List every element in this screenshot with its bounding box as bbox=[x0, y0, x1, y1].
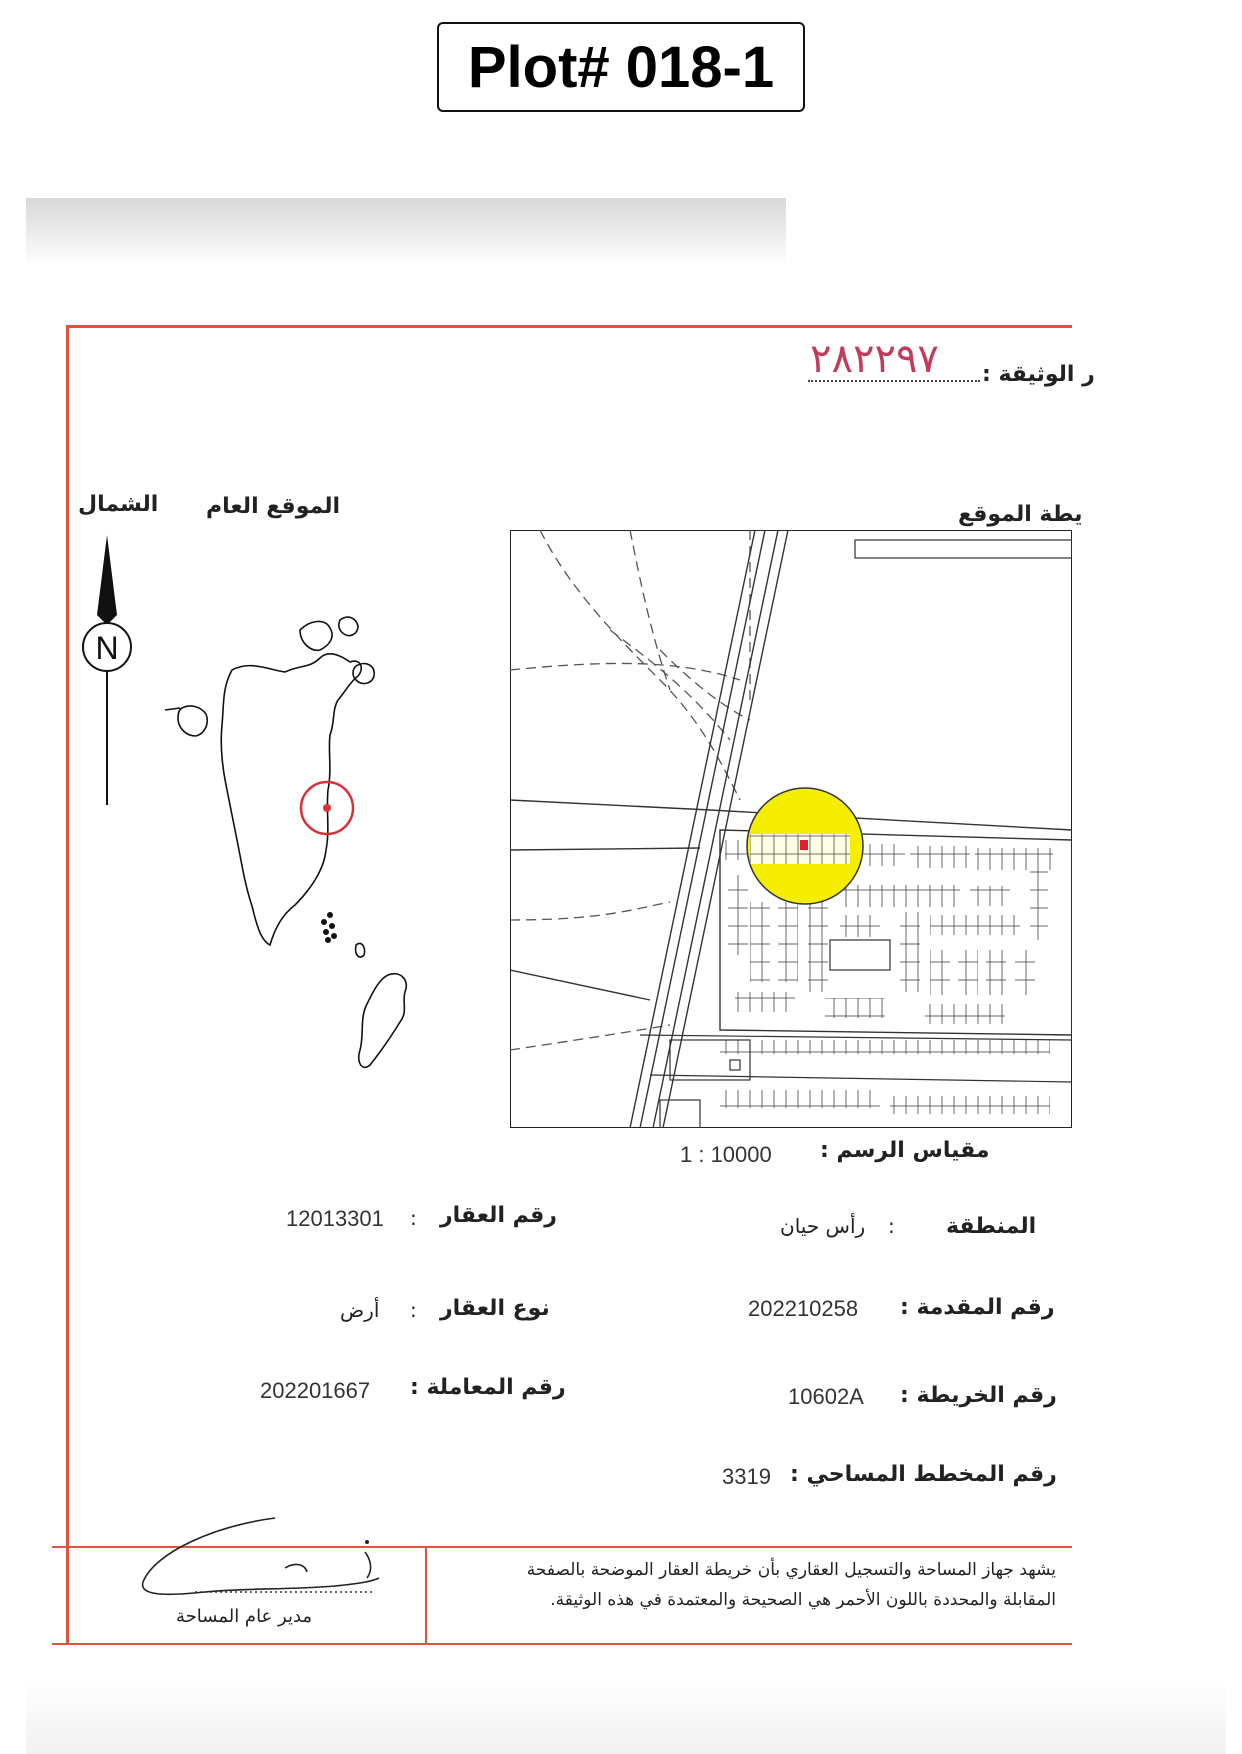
footer-divider bbox=[425, 1546, 427, 1645]
property-number-value: 12013301 bbox=[286, 1206, 384, 1231]
document-number-handwritten: ٢٨٢٢٩٧ bbox=[810, 336, 939, 382]
general-location-label: الموقع العام bbox=[206, 494, 341, 519]
site-map-title: يطة الموقع bbox=[958, 502, 1083, 527]
property-number-sep: : bbox=[410, 1206, 417, 1230]
scale-value: 1 : 10000 bbox=[680, 1142, 772, 1167]
map-number-label: رقم الخريطة : bbox=[900, 1383, 1057, 1408]
region-sep: : bbox=[888, 1214, 895, 1238]
signatory-title: مدير عام المساحة bbox=[176, 1606, 313, 1627]
plot-title: Plot# 018-1 bbox=[437, 22, 805, 112]
frame-left-line bbox=[66, 325, 69, 1645]
scan-shadow-bar bbox=[26, 198, 786, 266]
document-number-label: ر الوثيقة : bbox=[982, 362, 1095, 387]
scan-bottom-strip bbox=[26, 1680, 1226, 1754]
survey-plan-value: 3319 bbox=[722, 1464, 771, 1489]
north-arrow-icon bbox=[74, 535, 140, 805]
compass-letter: N bbox=[95, 630, 119, 666]
signature-icon bbox=[135, 1512, 385, 1602]
bahrain-overview-map bbox=[160, 610, 460, 1090]
plot-marker bbox=[800, 840, 808, 850]
site-map bbox=[510, 530, 1072, 1128]
map-number-value: 10602A bbox=[788, 1384, 864, 1409]
property-type-value: أرض bbox=[340, 1298, 380, 1322]
survey-plan-label: رقم المخطط المساحي : bbox=[790, 1462, 1057, 1487]
frame-top-line bbox=[66, 325, 1072, 328]
region-value: رأس حيان bbox=[780, 1214, 866, 1238]
certification-line-2: المقابلة والمحددة باللون الأحمر هي الصحيحة والمعتمدة في هذه الوثيقة. bbox=[550, 1590, 1056, 1610]
certification-line-1: يشهد جهاز المساحة والتسجيل العقاري بأن خريطة العقار الموضحة بالصفحة bbox=[526, 1560, 1056, 1580]
preface-number-value: 202210258 bbox=[748, 1296, 859, 1321]
transaction-number-value: 202201667 bbox=[260, 1378, 371, 1403]
region-label: المنطقة bbox=[946, 1214, 1037, 1239]
document-number-dots bbox=[808, 380, 980, 382]
scale-label: مقياس الرسم : bbox=[820, 1138, 990, 1163]
property-type-sep: : bbox=[410, 1298, 417, 1322]
property-number-label: رقم العقار bbox=[440, 1203, 557, 1228]
north-label: الشمال bbox=[78, 492, 159, 517]
frame-bottom-line bbox=[52, 1643, 1072, 1645]
preface-number-label: رقم المقدمة : bbox=[900, 1295, 1055, 1320]
transaction-number-label: رقم المعاملة : bbox=[410, 1375, 566, 1400]
property-type-label: نوع العقار bbox=[440, 1296, 550, 1321]
